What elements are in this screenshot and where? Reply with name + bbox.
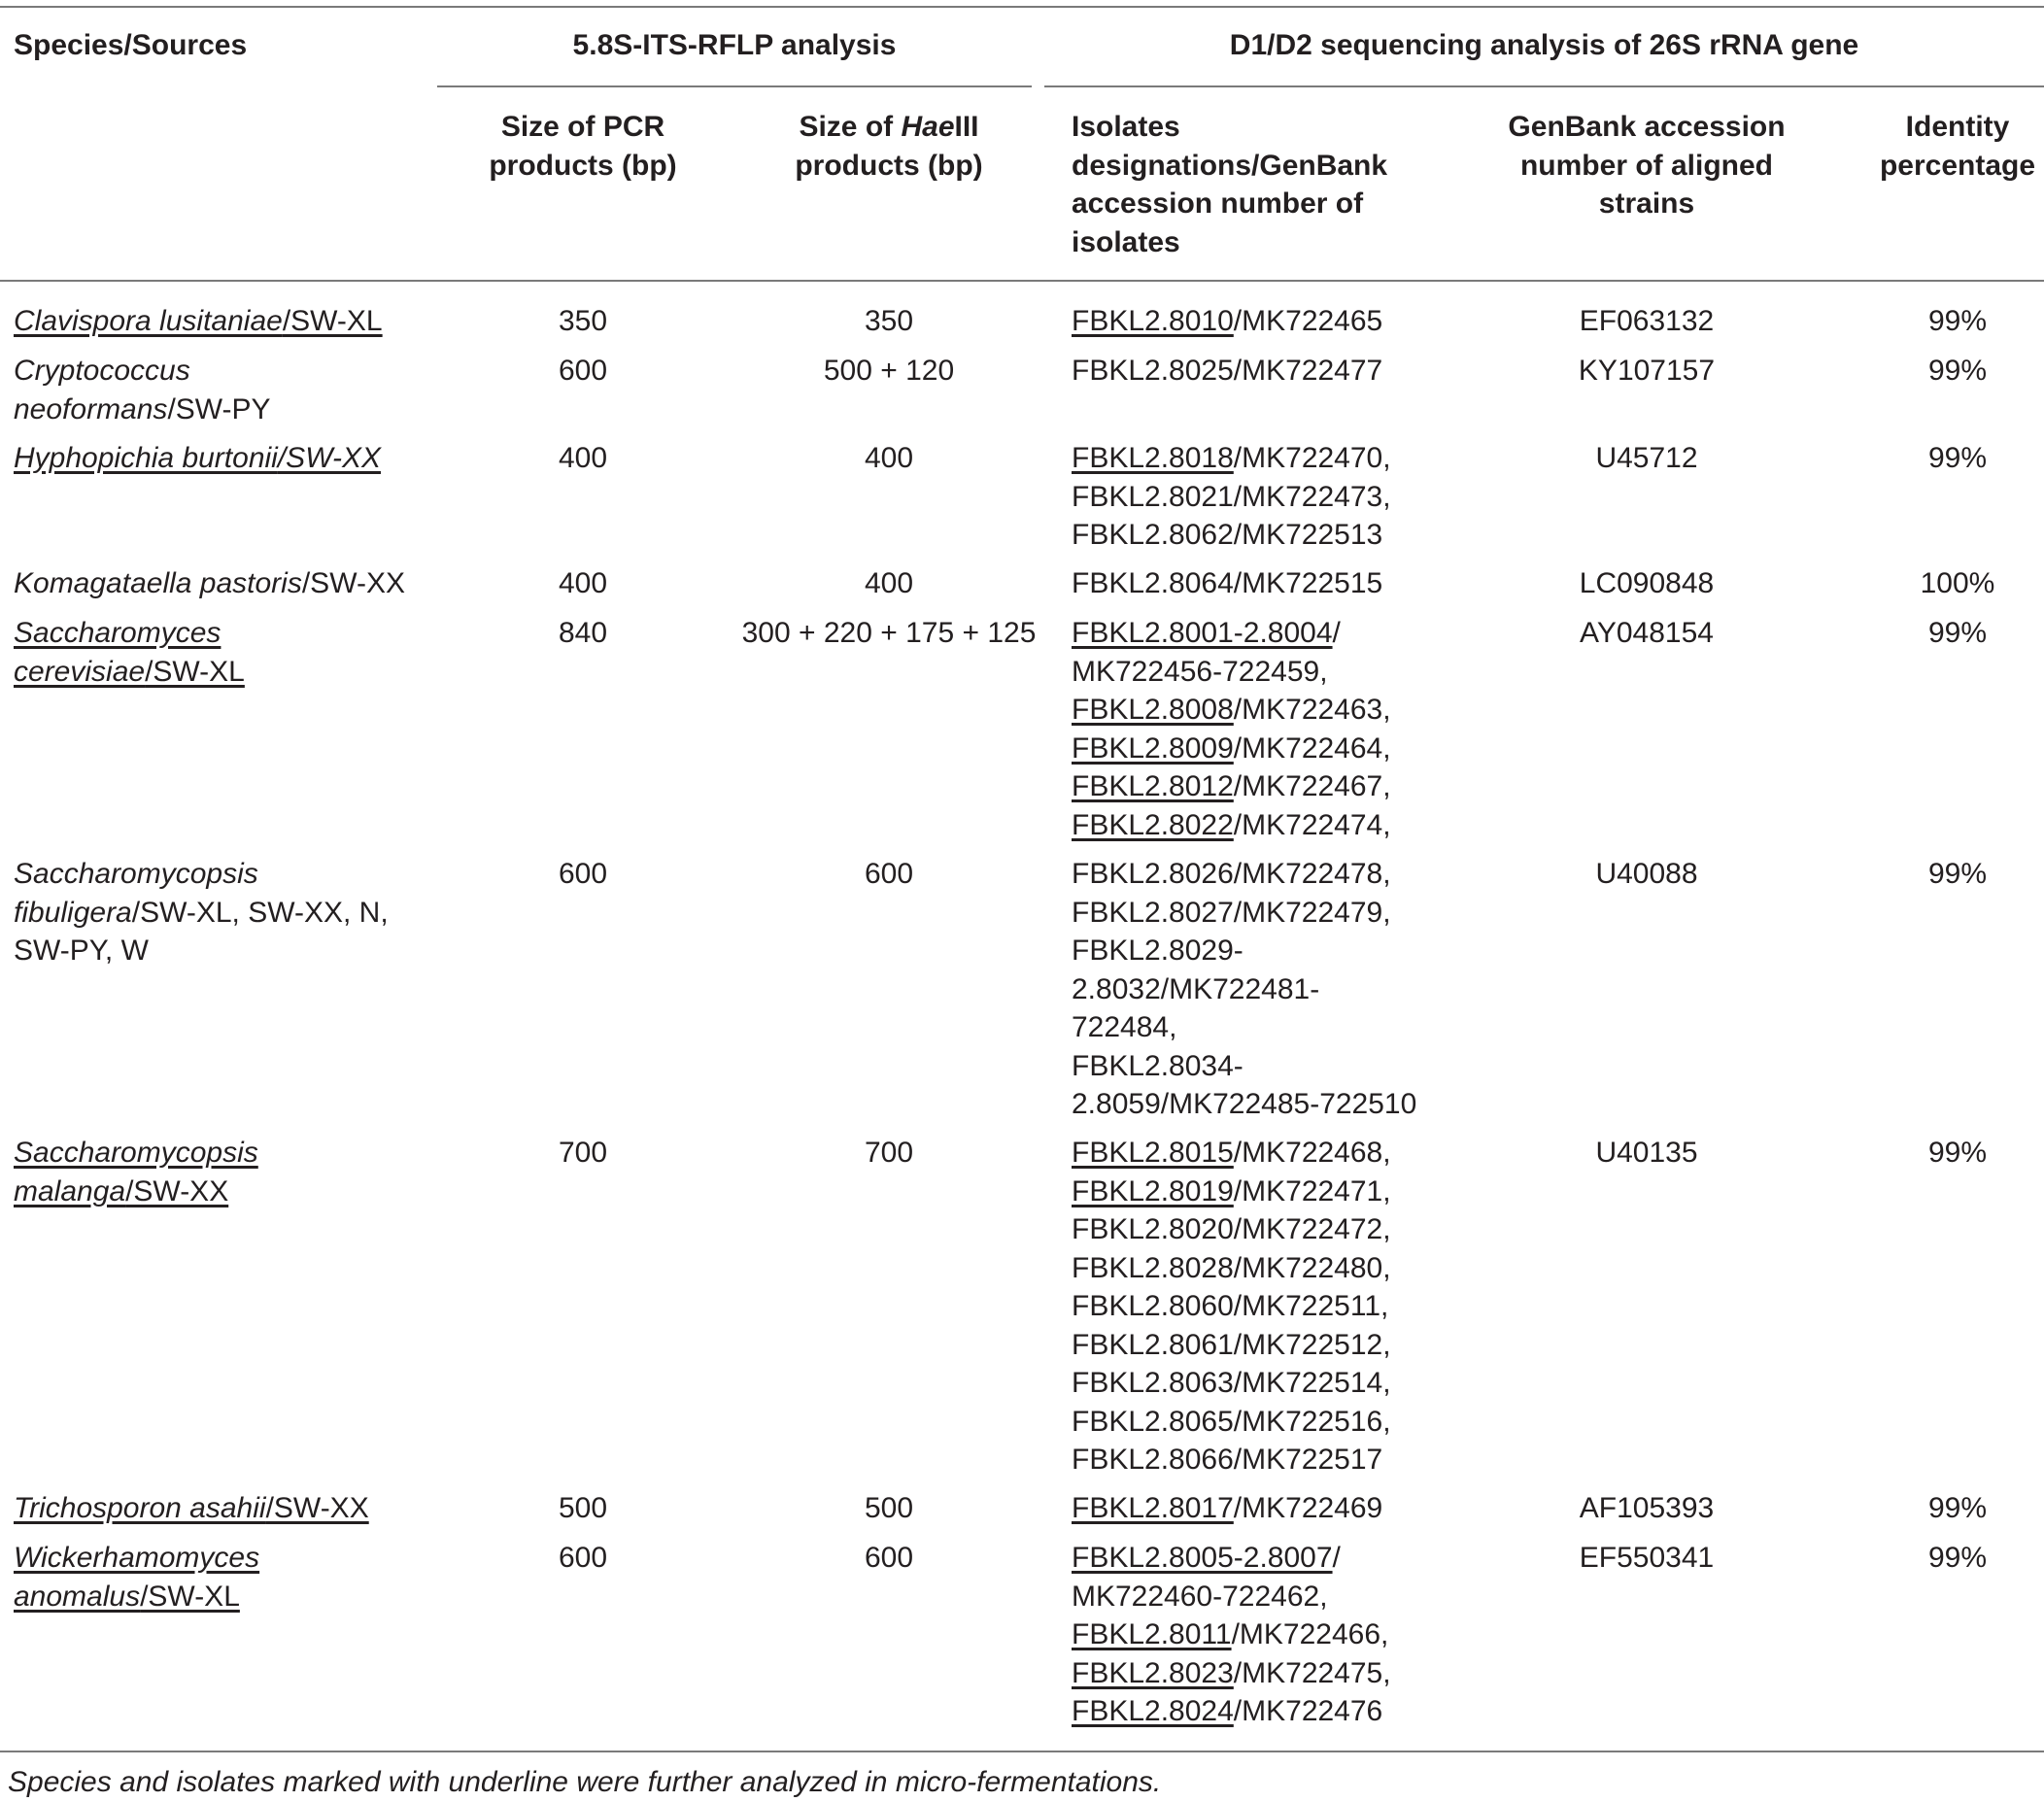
isolate-line (1072, 564, 1382, 603)
species-line (14, 1173, 258, 1211)
col-isolates-header: Isolates designations/GenBank accession number of isolates (1072, 111, 1388, 258)
genbank-accession-cell: LC090848 (1579, 567, 1715, 599)
isolate-text: FBKL2.8063/MK722514, (1072, 1367, 1391, 1399)
haeiii-size-cell: 500 (864, 1492, 914, 1524)
genbank-accession-cell: EF550341 (1579, 1542, 1715, 1574)
species-name: Saccharomycopsis (14, 1137, 258, 1169)
isolate-line (1072, 730, 1391, 768)
species-source: /SW-XX (125, 1174, 229, 1207)
isolate-text: 2.8032/MK722481- (1072, 972, 1320, 1005)
pcr-size-cell: 700 (558, 1137, 608, 1169)
isolate-line (1072, 1489, 1382, 1528)
species-line (14, 653, 245, 692)
identity-percentage-cell: 100% (1920, 567, 1995, 599)
pcr-size-cell: 400 (558, 567, 608, 599)
species-name: fibuligera (14, 896, 132, 929)
isolate-line (1072, 1173, 1391, 1211)
isolate-text: /MK722466, (1231, 1618, 1389, 1650)
isolate-line (1072, 767, 1391, 806)
isolate-line (1072, 1134, 1391, 1173)
pcr-size-cell: 600 (558, 355, 608, 387)
isolate-line (1072, 1364, 1391, 1403)
isolate-text: / (1332, 1542, 1341, 1574)
isolate-line (1072, 1403, 1391, 1442)
identity-percentage-cell: 99% (1927, 617, 1988, 649)
isolate-text: /MK722474, (1233, 808, 1391, 841)
isolate-text: /MK722464, (1233, 731, 1391, 765)
identity-percentage-cell: 99% (1927, 355, 1988, 387)
top-rule (0, 6, 2044, 8)
isolate-text: /MK722470, (1233, 442, 1391, 474)
isolate-text: 2.8059/MK722485-722510 (1072, 1088, 1417, 1120)
isolate-line (1072, 352, 1382, 391)
isolates-cell (1072, 439, 1391, 555)
isolate-line (1072, 1249, 1391, 1288)
isolates-cell (1072, 1539, 1391, 1731)
haeiii-size-cell: 400 (864, 567, 914, 599)
group1-rule (437, 85, 1032, 87)
isolate-id-underlined: FBKL2.8008 (1072, 694, 1234, 726)
isolate-text: /MK722475, (1233, 1656, 1391, 1689)
isolate-id-underlined: FBKL2.8005-2.8007 (1072, 1542, 1333, 1574)
genbank-accession-cell: KY107157 (1578, 355, 1716, 387)
species-name: Saccharomycopsis (14, 858, 258, 890)
isolate-line (1072, 1692, 1391, 1731)
col-haeiii-header: Size of HaeIII products (bp) (795, 111, 983, 182)
identity-percentage-cell: 99% (1927, 305, 1988, 337)
species-name: cerevisiae (14, 655, 146, 688)
species-name: Cryptococcus (14, 355, 190, 387)
isolate-line (1072, 691, 1391, 730)
pcr-size-cell: 600 (558, 1542, 608, 1574)
species-name: Saccharomyces (14, 617, 221, 649)
isolate-id-underlined: FBKL2.8012 (1072, 770, 1234, 802)
genbank-accession-cell: AF105393 (1579, 1492, 1715, 1524)
species-source: /SW-PY (167, 392, 271, 425)
species-source: /SW-XX (265, 1492, 369, 1524)
haeiii-size-cell: 400 (864, 442, 914, 474)
isolate-text: /MK722467, (1233, 770, 1391, 802)
species-cell (14, 614, 245, 691)
species-line (14, 614, 245, 653)
isolate-line (1072, 1615, 1391, 1654)
species-name: Clavispora lusitaniae (14, 305, 283, 337)
species-cell (14, 855, 389, 970)
species-source: /SW-XX (301, 567, 405, 599)
isolate-line (1072, 1085, 1416, 1124)
isolate-text: FBKL2.8020/MK722472, (1072, 1213, 1391, 1245)
species-cell (14, 352, 271, 428)
header-bottom-rule (0, 280, 2044, 282)
species-line (14, 932, 389, 970)
isolate-id-underlined: FBKL2.8022 (1072, 808, 1234, 841)
species-line (14, 302, 383, 341)
species-source: /SW-XL, SW-XX, N, (131, 896, 389, 929)
table-bottom-rule (0, 1751, 2044, 1752)
species-cell (14, 1134, 258, 1210)
species-line (14, 1578, 259, 1616)
isolate-text: /MK722476 (1233, 1695, 1383, 1727)
isolate-id-underlined: FBKL2.8023 (1072, 1656, 1234, 1689)
isolate-line (1072, 1578, 1391, 1616)
isolate-text: FBKL2.8034- (1072, 1049, 1243, 1082)
species-line (14, 855, 389, 894)
species-line (14, 1539, 259, 1578)
isolates-cell (1072, 564, 1382, 603)
isolate-text: / (1332, 617, 1341, 649)
isolate-line (1072, 1008, 1416, 1047)
isolate-text: FBKL2.8066/MK722517 (1072, 1444, 1383, 1476)
isolates-cell (1072, 302, 1382, 341)
isolate-text: /MK722469 (1233, 1492, 1383, 1524)
identity-percentage-cell: 99% (1927, 442, 1988, 474)
genbank-accession-cell: U40135 (1595, 1137, 1698, 1169)
isolate-line (1072, 302, 1382, 341)
isolate-id-underlined: FBKL2.8015 (1072, 1137, 1234, 1169)
species-name: Wickerhamomyces (14, 1542, 260, 1574)
isolate-text: 722484, (1072, 1011, 1177, 1043)
col-identity-header: Identity percentage (1879, 111, 2036, 182)
genbank-accession-cell: EF063132 (1579, 305, 1715, 337)
pcr-size-cell: 350 (558, 305, 608, 337)
isolate-line (1072, 855, 1416, 894)
species-line (14, 352, 271, 391)
isolate-text: FBKL2.8025/MK722477 (1072, 355, 1383, 387)
species-line (14, 439, 381, 478)
pcr-size-cell: 840 (558, 617, 608, 649)
isolate-text: MK722460-722462, (1072, 1580, 1328, 1613)
species-name: Trichosporon asahii (14, 1492, 266, 1524)
identity-percentage-cell: 99% (1927, 1542, 1988, 1574)
isolate-line (1072, 516, 1391, 555)
species-cell (14, 439, 381, 478)
col-pcr-header: Size of PCR products (bp) (489, 111, 677, 182)
isolate-line (1072, 806, 1391, 845)
isolate-line (1072, 1287, 1391, 1326)
pcr-size-cell: 400 (558, 442, 608, 474)
isolate-text: FBKL2.8026/MK722478, (1072, 858, 1391, 890)
species-line (14, 1489, 369, 1528)
isolates-cell (1072, 352, 1382, 391)
isolate-text: FBKL2.8062/MK722513 (1072, 519, 1383, 551)
group2-rule (1044, 85, 2044, 87)
species-cell (14, 302, 383, 341)
species-source: SW-PY, W (14, 935, 149, 967)
haeiii-size-cell: 350 (864, 305, 914, 337)
isolate-text: /MK722471, (1233, 1174, 1391, 1207)
species-source: /SW-XL (282, 305, 383, 337)
species-name: Hyphopichia burtonii (14, 442, 278, 474)
pcr-size-cell: 500 (558, 1492, 608, 1524)
haeiii-size-cell: 700 (864, 1137, 914, 1169)
isolate-id-underlined: FBKL2.8018 (1072, 442, 1234, 474)
haeiii-size-cell: 600 (864, 858, 914, 890)
identity-percentage-cell: 99% (1927, 1492, 1988, 1524)
isolates-cell (1072, 855, 1416, 1124)
isolate-text: FBKL2.8027/MK722479, (1072, 896, 1391, 929)
col-species-header: Species/Sources (14, 29, 248, 61)
isolate-line (1072, 1047, 1416, 1086)
isolate-text: /MK722465 (1233, 305, 1383, 337)
isolate-text: FBKL2.8065/MK722516, (1072, 1405, 1391, 1438)
species-source: /SW-XX (277, 442, 381, 474)
isolate-text: FBKL2.8061/MK722512, (1072, 1328, 1391, 1361)
species-line (14, 391, 271, 429)
species-name: malanga (14, 1174, 126, 1207)
isolate-line (1072, 653, 1391, 692)
identity-percentage-cell: 99% (1927, 858, 1988, 890)
isolate-text: MK722456-722459, (1072, 655, 1328, 688)
isolate-text: FBKL2.8064/MK722515 (1072, 567, 1383, 599)
isolate-line (1072, 894, 1416, 933)
species-cell (14, 564, 405, 603)
genbank-accession-cell: AY048154 (1580, 617, 1714, 649)
table-footnote: Species and isolates marked with underline were further analyzed in micro-fermentations. (8, 1766, 1162, 1798)
isolate-id-underlined: FBKL2.8010 (1072, 305, 1234, 337)
isolate-line (1072, 1654, 1391, 1693)
isolate-line (1072, 1326, 1391, 1365)
isolate-text: FBKL2.8060/MK722511, (1072, 1290, 1389, 1322)
isolates-cell (1072, 1489, 1382, 1528)
isolate-id-underlined: FBKL2.8011 (1072, 1618, 1232, 1650)
isolate-id-underlined: FBKL2.8009 (1072, 731, 1234, 765)
isolate-line (1072, 1539, 1391, 1578)
isolate-line (1072, 932, 1416, 970)
genbank-accession-cell: U40088 (1595, 858, 1698, 890)
species-line (14, 564, 405, 603)
species-cell (14, 1489, 369, 1528)
pcr-size-cell: 600 (558, 858, 608, 890)
isolate-line (1072, 439, 1391, 478)
species-name: neoformans (14, 392, 168, 425)
isolates-cell (1072, 614, 1391, 844)
haeiii-size-cell: 300 + 220 + 175 + 125 (741, 617, 1037, 649)
genbank-accession-cell: U45712 (1595, 442, 1698, 474)
isolate-line (1072, 1210, 1391, 1249)
species-name: Komagataella pastoris (14, 567, 302, 599)
species-source: /SW-XL (145, 655, 245, 688)
isolate-text: FBKL2.8021/MK722473, (1072, 480, 1391, 513)
group-rflp-header: 5.8S-ITS-RFLP analysis (572, 29, 897, 61)
species-line (14, 1134, 258, 1173)
species-name: anomalus (14, 1580, 141, 1613)
isolate-text: /MK722463, (1233, 694, 1391, 726)
col-genbank-header: GenBank accession number of aligned strains (1508, 111, 1786, 220)
isolate-line (1072, 1441, 1391, 1479)
isolate-id-underlined: FBKL2.8024 (1072, 1695, 1234, 1727)
species-source: /SW-XL (140, 1580, 240, 1613)
isolate-line (1072, 614, 1391, 653)
isolate-line (1072, 970, 1416, 1009)
haeiii-size-cell: 600 (864, 1542, 914, 1574)
isolate-id-underlined: FBKL2.8017 (1072, 1492, 1234, 1524)
group-sequencing-header: D1/D2 sequencing analysis of 26S rRNA gene (1229, 29, 1859, 61)
haeiii-size-cell: 500 + 120 (823, 355, 955, 387)
species-line (14, 894, 389, 933)
isolate-line (1072, 478, 1391, 517)
identity-percentage-cell: 99% (1927, 1137, 1988, 1169)
isolate-id-underlined: FBKL2.8001-2.8004 (1072, 617, 1333, 649)
isolate-id-underlined: FBKL2.8019 (1072, 1174, 1234, 1207)
isolate-text: /MK722468, (1233, 1137, 1391, 1169)
species-cell (14, 1539, 259, 1615)
isolates-cell (1072, 1134, 1391, 1479)
isolate-text: FBKL2.8029- (1072, 935, 1243, 967)
isolate-text: FBKL2.8028/MK722480, (1072, 1251, 1391, 1284)
